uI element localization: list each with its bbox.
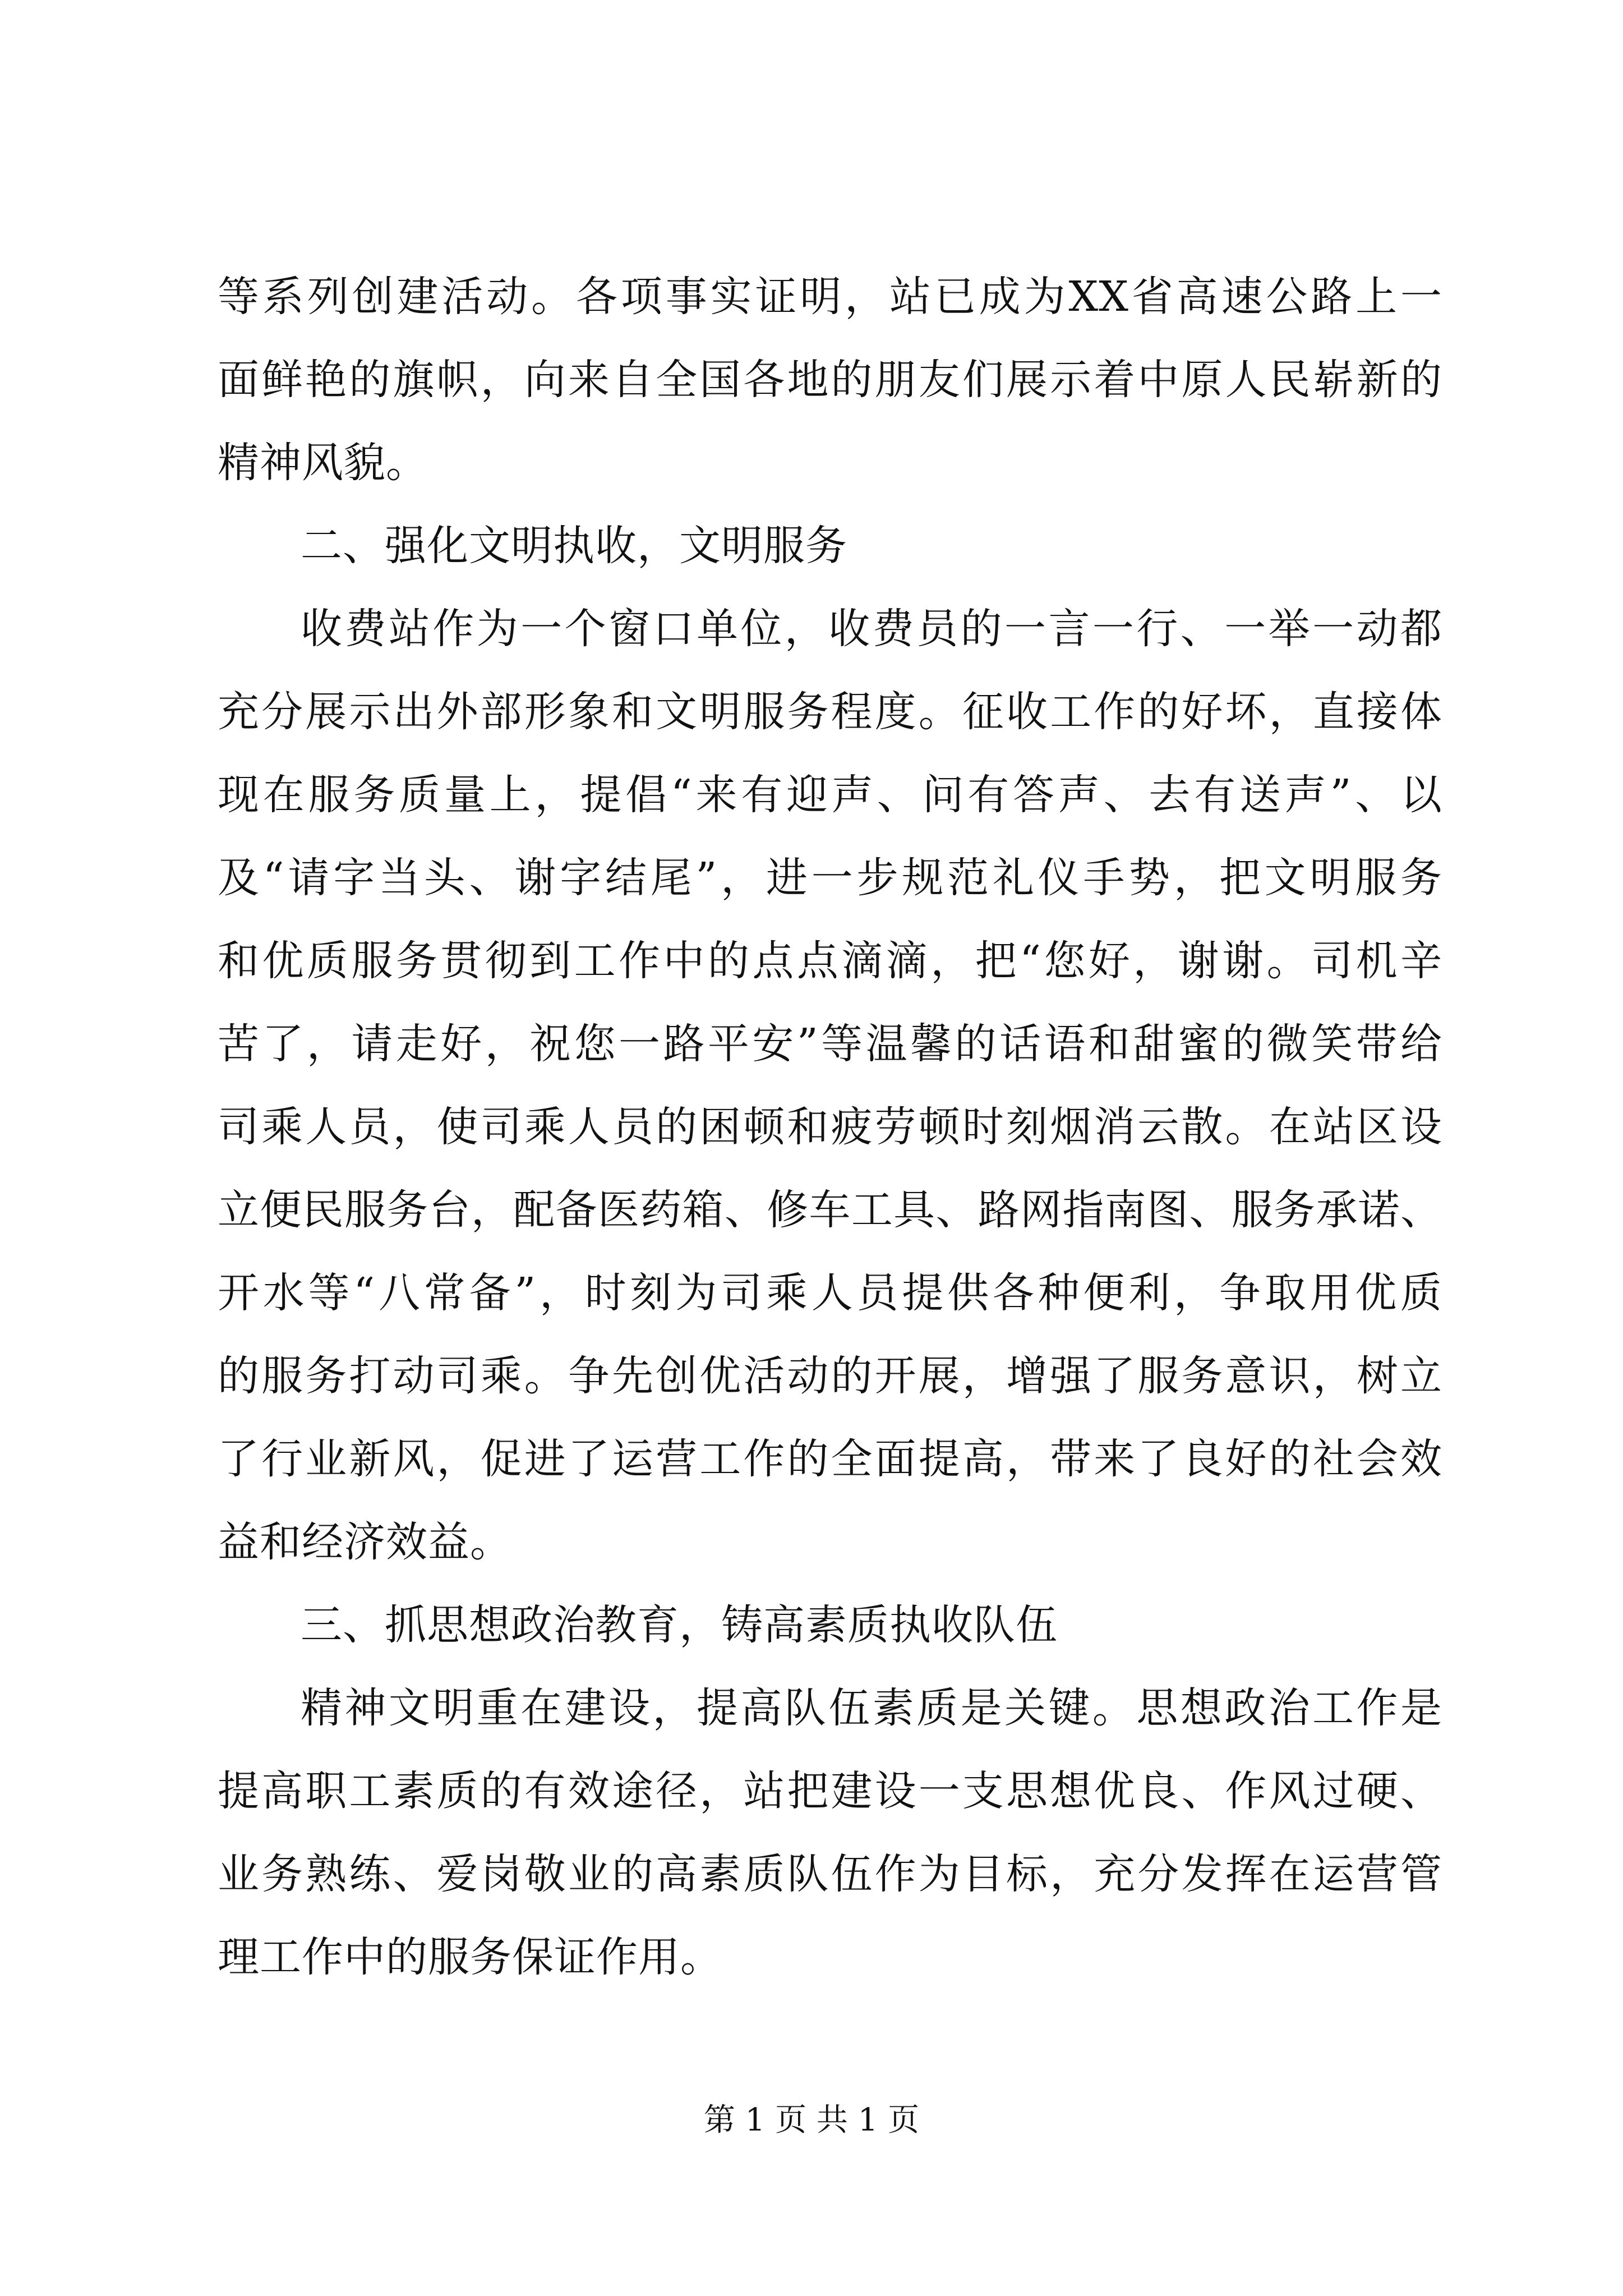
section-heading: 三、抓思想政治教育，铸高素质执收队伍 xyxy=(301,1601,1058,1649)
page-number: 第 1 页 共 1 页 xyxy=(703,2102,920,2138)
text-line: 的服务打动司乘。争先创优活动的开展，增强了服务意识，树立 xyxy=(218,1352,1442,1400)
text-line: 现在服务质量上，提倡“来有迎声、问有答声、去有送声”、以 xyxy=(218,771,1442,819)
text-line: 提高职工素质的有效途径，站把建设一支思想优良、作风过硬、 xyxy=(218,1767,1442,1815)
text-line: 苦了，请走好，祝您一路平安”等温馨的话语和甜蜜的微笑带给 xyxy=(218,1020,1442,1068)
text-line: 精神风貌。 xyxy=(218,439,428,487)
text-line: 面鲜艳的旗帜，向来自全国各地的朋友们展示着中原人民崭新的 xyxy=(218,356,1442,404)
text-line: 收费站作为一个窗口单位，收费员的一言一行、一举一动都 xyxy=(301,605,1442,653)
text-line: 和优质服务贯彻到工作中的点点滴滴，把“您好，谢谢。司机辛 xyxy=(218,937,1442,985)
text-line: 等系列创建活动。各项事实证明，站已成为XX省高速公路上一 xyxy=(218,273,1442,321)
text-line: 了行业新风，促进了运营工作的全面提高，带来了良好的社会效 xyxy=(218,1435,1442,1483)
text-line: 充分展示出外部形象和文明服务程度。征收工作的好坏，直接体 xyxy=(218,688,1442,736)
text-line: 益和经济效益。 xyxy=(218,1518,512,1566)
text-line: 立便民服务台，配备医药箱、修车工具、路网指南图、服务承诺、 xyxy=(218,1186,1442,1234)
page-footer xyxy=(0,2098,1623,2143)
text-line: 理工作中的服务保证作用。 xyxy=(218,1933,722,1981)
text-line: 精神文明重在建设，提高队伍素质是关键。思想政治工作是 xyxy=(301,1684,1442,1732)
text-line: 及“请字当头、谢字结尾”，进一步规范礼仪手势，把文明服务 xyxy=(218,854,1442,902)
body-text xyxy=(218,255,1442,1999)
text-line: 司乘人员，使司乘人员的困顿和疲劳顿时刻烟消云散。在站区设 xyxy=(218,1103,1442,1151)
text-line: 开水等“八常备”，时刻为司乘人员提供各种便利，争取用优质 xyxy=(218,1269,1442,1317)
text-line: 业务熟练、爱岗敬业的高素质队伍作为目标，充分发挥在运营管 xyxy=(218,1850,1442,1898)
section-heading: 二、强化文明执收，文明服务 xyxy=(301,522,847,570)
